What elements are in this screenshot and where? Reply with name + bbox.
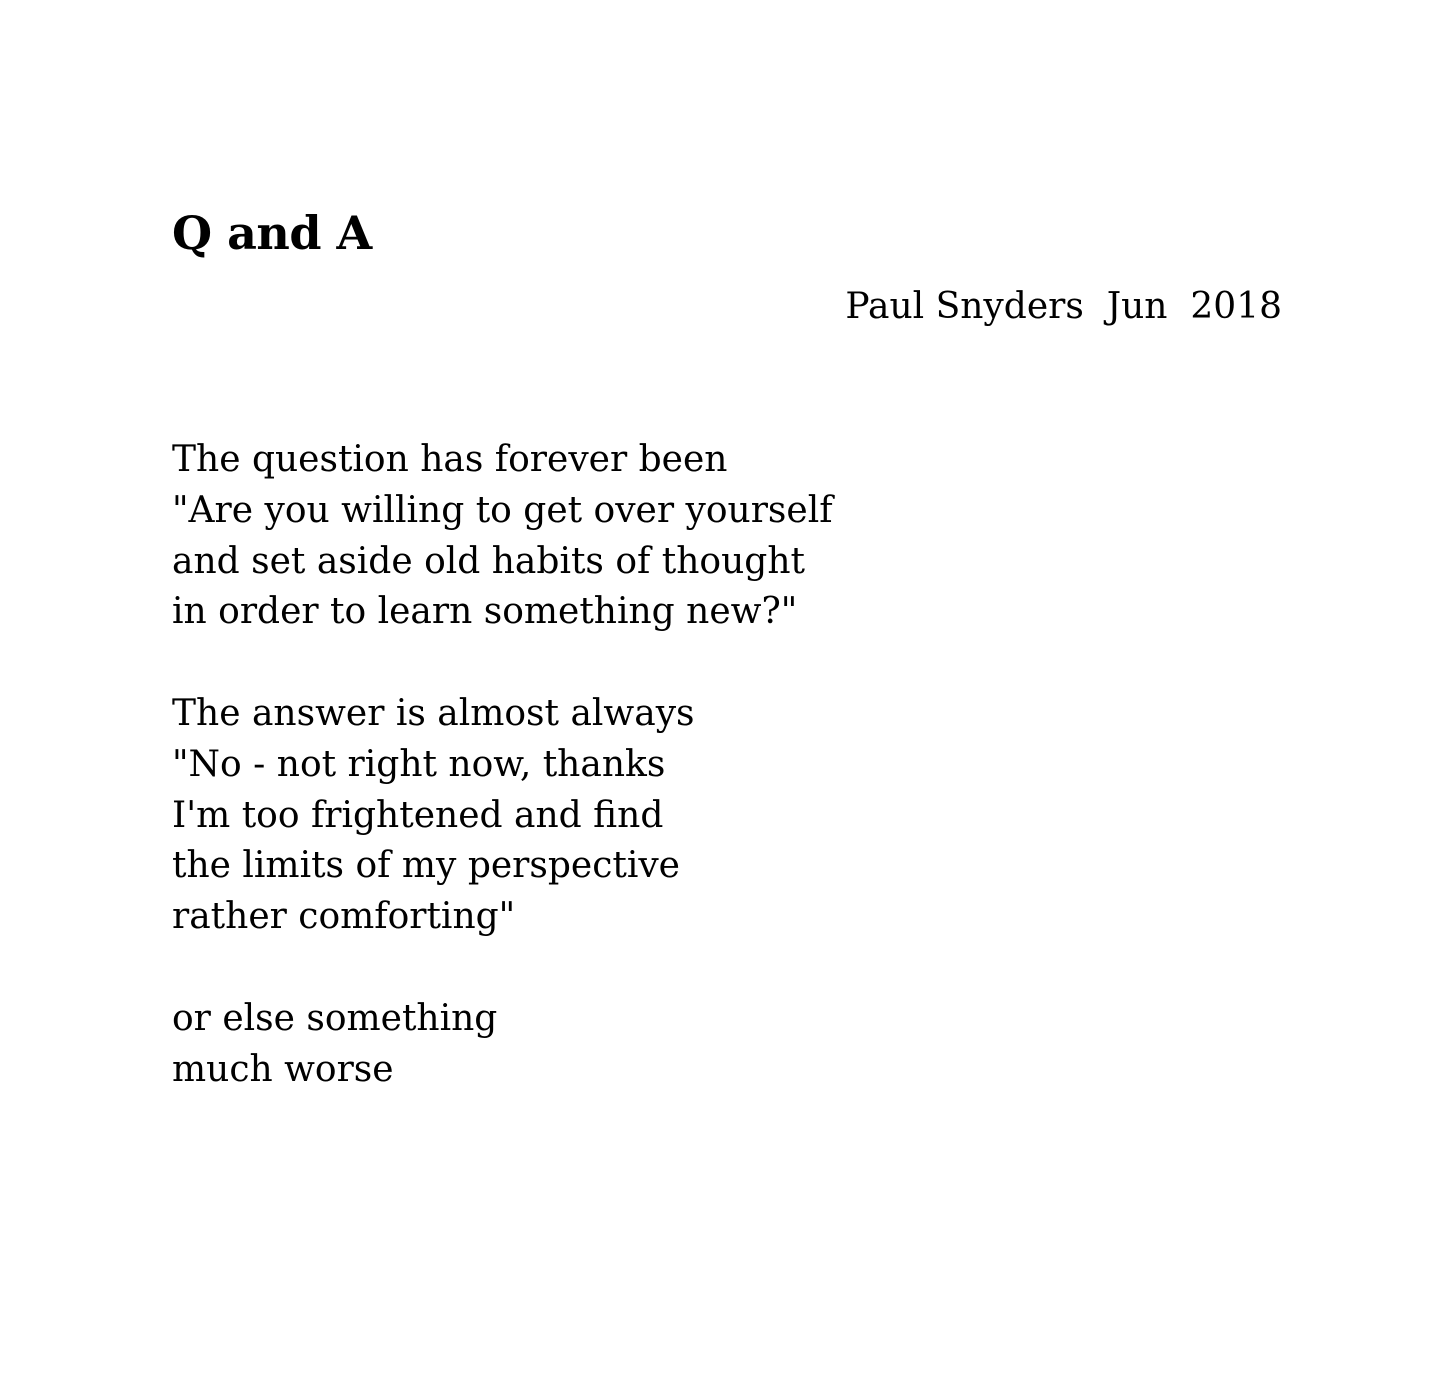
poem-line: "Are you willing to get over yourself (172, 489, 833, 531)
poem-line: The answer is almost always (172, 692, 695, 734)
poem-line: I'm too frightened and find (172, 794, 664, 836)
poem-line: The question has forever been (172, 439, 728, 480)
stanza (172, 435, 833, 638)
poem-body (172, 435, 833, 1095)
author-date-byline: Paul Snyders Jun 2018 (845, 286, 1282, 327)
poem-line: and set aside old habits of thought (172, 540, 805, 582)
poem-line: rather comforting" (172, 896, 516, 938)
stanza (172, 994, 833, 1096)
poem-line: in order to learn something new?" (172, 591, 798, 633)
stanza (172, 689, 833, 943)
poem-line: much worse (172, 1048, 394, 1090)
poem-line: "No - not right now, thanks (172, 743, 666, 785)
poem-line: the limits of my perspective (172, 845, 680, 887)
poem-title: Q and A (172, 206, 372, 260)
poem-line: or else something (172, 997, 498, 1039)
